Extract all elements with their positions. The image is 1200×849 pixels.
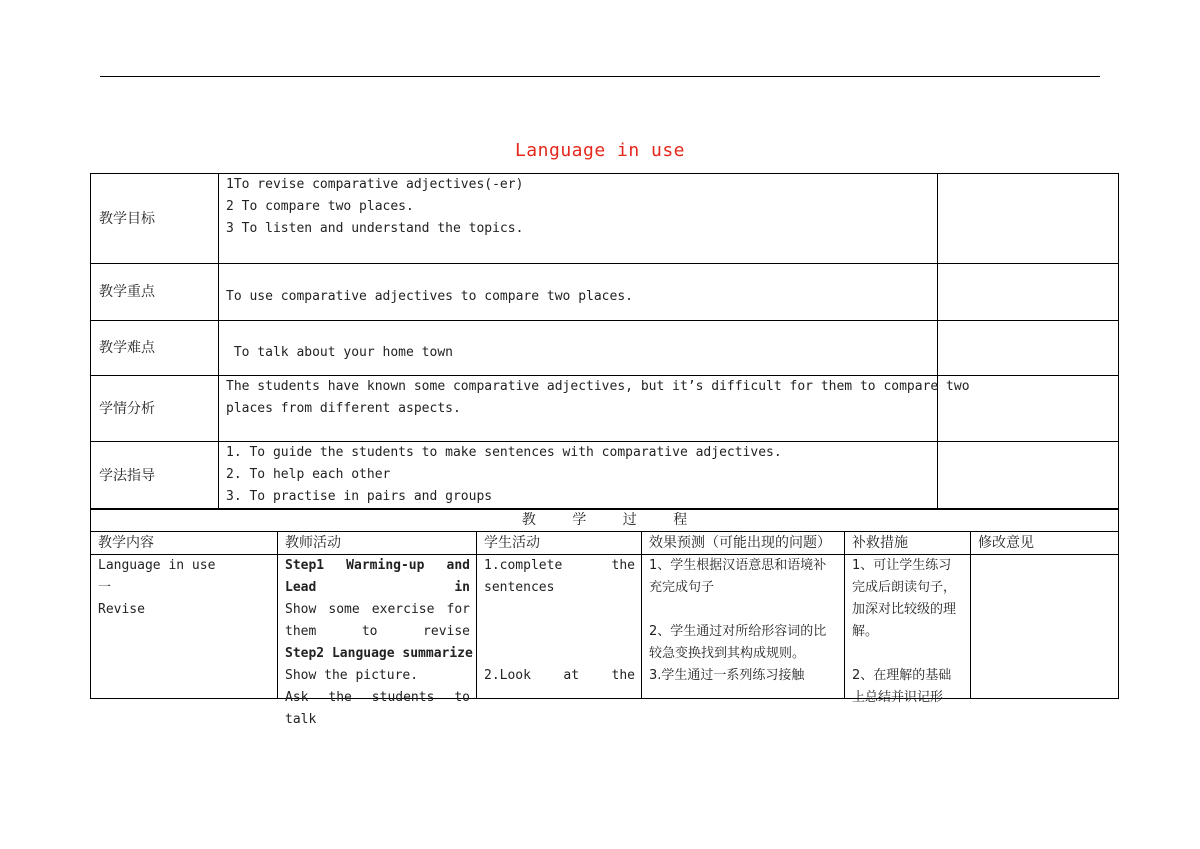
process-header-char: 过 [622, 512, 637, 528]
page-title: Language in use [514, 140, 686, 161]
analysis-line: The students have known some comparative adjectives, but it’s difficult for them to compare two [226, 379, 970, 394]
objective-line: 1To revise comparative adjectives(-er) [226, 177, 524, 192]
objectives-content [219, 174, 938, 264]
process-header-char: 教 [521, 512, 536, 528]
objectives-row [91, 174, 1119, 264]
effect-item: 3.学生通过一系列练习接触 [649, 668, 805, 683]
teacher-activity-cell [278, 555, 477, 727]
analysis-label: 学情分析 [91, 376, 219, 442]
key-points-label: 教学重点 [91, 264, 219, 321]
step2-title: Step2 Language summarize [285, 646, 473, 661]
analysis-row [91, 376, 1119, 442]
objective-line: 3 To listen and understand the topics. [226, 221, 524, 236]
key-points-notes [938, 264, 1119, 321]
student-item: 1.complete the sentences [484, 558, 635, 595]
objectives-label: 教学目标 [91, 174, 219, 264]
step1-title: Step1 Warming-up and Lead in [285, 558, 470, 595]
objectives-notes [938, 174, 1119, 264]
teaching-process-table [90, 508, 1119, 727]
col-header-effect: 效果预测（可能出现的问题） [642, 532, 845, 555]
remedy-item: 2、在理解的基础上总结并识记形 [852, 668, 952, 705]
guidance-line: 2. To help each other [226, 467, 391, 482]
key-points-text: To use comparative adjectives to compare two places. [226, 289, 633, 304]
content-line: Revise [98, 602, 145, 617]
process-columns-row [91, 532, 1119, 555]
process-header-char: 学 [572, 512, 587, 528]
objective-line: 2 To compare two places. [226, 199, 414, 214]
guidance-label: 学法指导 [91, 442, 219, 510]
process-header-char: 程 [673, 512, 688, 528]
process-header-row [91, 509, 1119, 532]
col-header-revision: 修改意见 [971, 532, 1119, 555]
difficulties-row [91, 321, 1119, 376]
guidance-row [91, 442, 1119, 510]
guidance-notes [938, 442, 1119, 510]
content-cell [91, 555, 278, 699]
process-header [91, 509, 1119, 532]
difficulties-text: To talk about your home town [226, 345, 453, 360]
guidance-line: 3. To practise in pairs and groups [226, 489, 493, 504]
remedy-cell [845, 555, 971, 705]
student-activity-cell [477, 555, 642, 699]
analysis-content [219, 376, 970, 442]
key-points-content [219, 264, 938, 321]
step2-line: Ask the students to talk [285, 690, 470, 727]
col-header-remedy: 补救措施 [845, 532, 971, 555]
revision-cell [971, 555, 1119, 699]
difficulties-notes [938, 321, 1119, 376]
content-line: Language in use [98, 558, 216, 573]
effect-item: 1、学生根据汉语意思和语境补充完成句子 [649, 558, 827, 595]
effect-item: 2、学生通过对所给形容词的比较急变换找到其构成规则。 [649, 624, 827, 661]
step2-line: Show the picture. [285, 668, 419, 683]
key-points-row [91, 264, 1119, 321]
guidance-content [219, 442, 938, 510]
col-header-teacher: 教师活动 [278, 532, 477, 555]
guidance-line: 1. To guide the students to make sentences with comparative adjectives. [226, 445, 782, 460]
col-header-content: 教学内容 [91, 532, 278, 555]
student-item: 2.Look at the [484, 668, 635, 683]
analysis-line: places from different aspects. [226, 401, 461, 416]
col-header-student: 学生活动 [477, 532, 642, 555]
remedy-item: 1、可让学生练习完成后朗读句子，加深对比较级的理解。 [852, 558, 957, 639]
effect-cell [642, 555, 845, 699]
lesson-info-table [90, 173, 1119, 510]
difficulties-content [219, 321, 938, 376]
content-line: 一 [98, 580, 112, 595]
header-rule [100, 76, 1100, 77]
difficulties-label: 教学难点 [91, 321, 219, 376]
step1-text: Show some exercise for them to revise [285, 602, 470, 639]
process-body-row [91, 555, 1119, 699]
